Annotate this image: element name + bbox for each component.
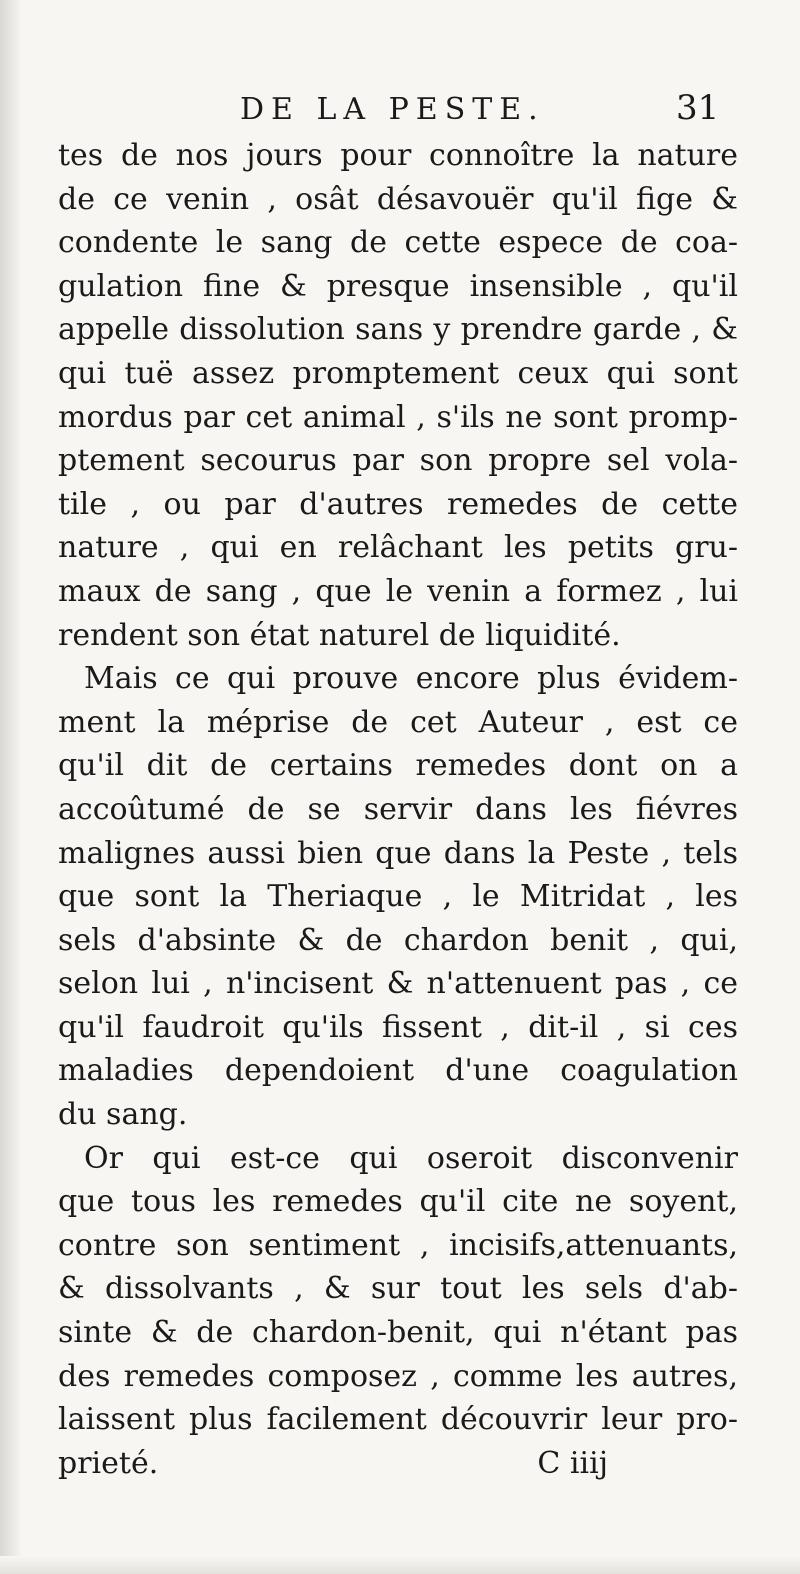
text-line: rendent son état naturel de liquidité. <box>58 617 621 653</box>
text-line: Mais ce qui prouve encore plus évidem- <box>84 661 738 697</box>
text-line: qui tuë assez promptement ceux qui sont <box>58 355 738 391</box>
text-line: mordus par cet animal , s'ils ne sont promp- <box>58 399 738 435</box>
page-gutter-shadow <box>0 0 22 1574</box>
text-line: de ce venin , osât désavouër qu'il fige & <box>58 181 738 217</box>
text-line: tes de nos jours pour connoître la nature <box>58 138 738 173</box>
text-line: qu'il dit de certains remedes dont on a <box>58 748 738 784</box>
signature-mark: C iiij <box>537 1445 608 1481</box>
page-number: 31 <box>676 88 720 128</box>
text-line: ptement secourus par son propre sel vola- <box>58 443 738 479</box>
text-line: appelle dissolution sans y prendre garde , & <box>58 312 738 348</box>
final-line <box>58 1442 738 1486</box>
page-bottom-edge <box>0 1556 800 1574</box>
running-title: DE LA PESTE. <box>240 92 545 127</box>
text-line: que sont la Theriaque , le Mitridat , les <box>58 879 738 915</box>
text-line: gulation fine & presque insensible , qu'il <box>58 268 738 304</box>
text-line: qu'il faudroit qu'ils fissent , dit-il , si ces <box>58 1009 738 1045</box>
text-line: sinte & de chardon-benit, qui n'étant pas <box>58 1315 738 1351</box>
text-line: condente le sang de cette espece de coa- <box>58 225 738 261</box>
text-line: contre son sentiment , incisifs,attenuants, <box>58 1227 738 1263</box>
text-line: nature , qui en relâchant les petits gru- <box>58 530 738 566</box>
body-text <box>58 134 738 1485</box>
text-line: malignes aussi bien que dans la Peste , tels <box>58 835 738 871</box>
text-line: & dissolvants , & sur tout les sels d'ab- <box>58 1271 738 1307</box>
text-line: tile , ou par d'autres remedes de cette <box>58 486 738 522</box>
text-line: ment la méprise de cet Auteur , est ce <box>58 704 738 740</box>
text-line: du sang. <box>58 1097 188 1133</box>
text-line: sels d'absinte & de chardon benit , qui, <box>58 922 738 958</box>
text-line: laissent plus facilement découvrir leur pro- <box>58 1402 738 1438</box>
text-line: selon lui , n'incisent & n'attenuent pas , ce <box>58 966 738 1002</box>
text-line: maladies dependoient d'une coagulation <box>58 1053 738 1089</box>
text-line: Or qui est-ce qui oseroit disconvenir <box>84 1140 738 1176</box>
text-line: accoûtumé de se servir dans les fiévres <box>58 791 738 827</box>
text-line: des remedes composez , comme les autres, <box>58 1358 738 1394</box>
text-line: maux de sang , que le venin a formez , lui <box>58 573 738 609</box>
text-line: que tous les remedes qu'il cite ne soyent, <box>58 1184 738 1220</box>
text-line: prieté. <box>58 1445 159 1481</box>
